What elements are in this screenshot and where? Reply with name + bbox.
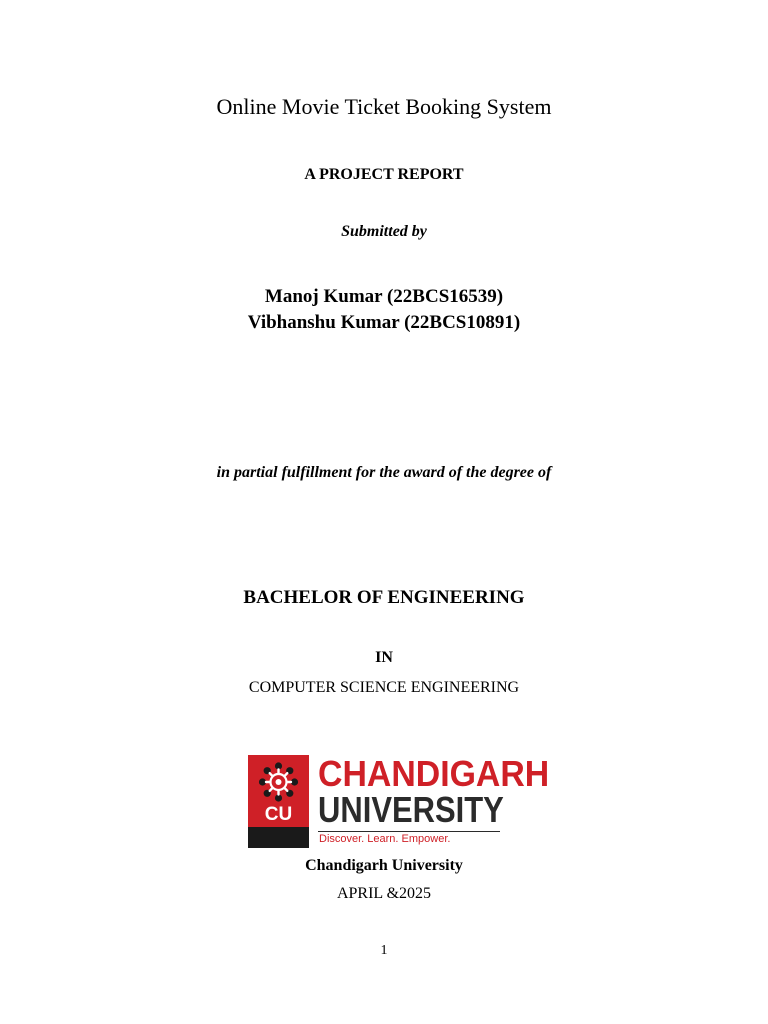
logo-wordmark-line2: UNIVERSITY [318, 789, 504, 830]
logo-tagline: Discover. Learn. Empower. [319, 833, 451, 845]
report-title: Online Movie Ticket Booking System [216, 94, 552, 119]
logo-badge-line2: UNIVERSITY [260, 909, 297, 915]
page-number: 1 [380, 943, 388, 958]
gear-people-emblem-icon [253, 759, 304, 805]
logo-badge [248, 755, 309, 915]
university-name: Chandigarh University [305, 857, 463, 874]
branch-name: COMPUTER SCIENCE ENGINEERING [248, 679, 520, 696]
logo-badge-strip [248, 827, 309, 915]
submission-date: APRIL &2025 [336, 885, 432, 902]
author-2: Vibhanshu Kumar (22BCS10891) [247, 312, 521, 333]
submitted-by-label: Submitted by [341, 223, 427, 240]
logo-badge-cu: CU [264, 804, 293, 825]
in-label: IN [375, 649, 393, 666]
report-type: A PROJECT REPORT [304, 166, 464, 183]
logo-wordmark-line1: CHANDIGARH [318, 753, 550, 794]
degree-name: BACHELOR OF ENGINEERING [243, 587, 525, 608]
author-1: Manoj Kumar (22BCS16539) [264, 286, 504, 307]
logo-badge-line1: CHANDIGARH [258, 902, 299, 908]
fulfillment-statement: in partial fulfillment for the award of the degree of [216, 464, 552, 481]
